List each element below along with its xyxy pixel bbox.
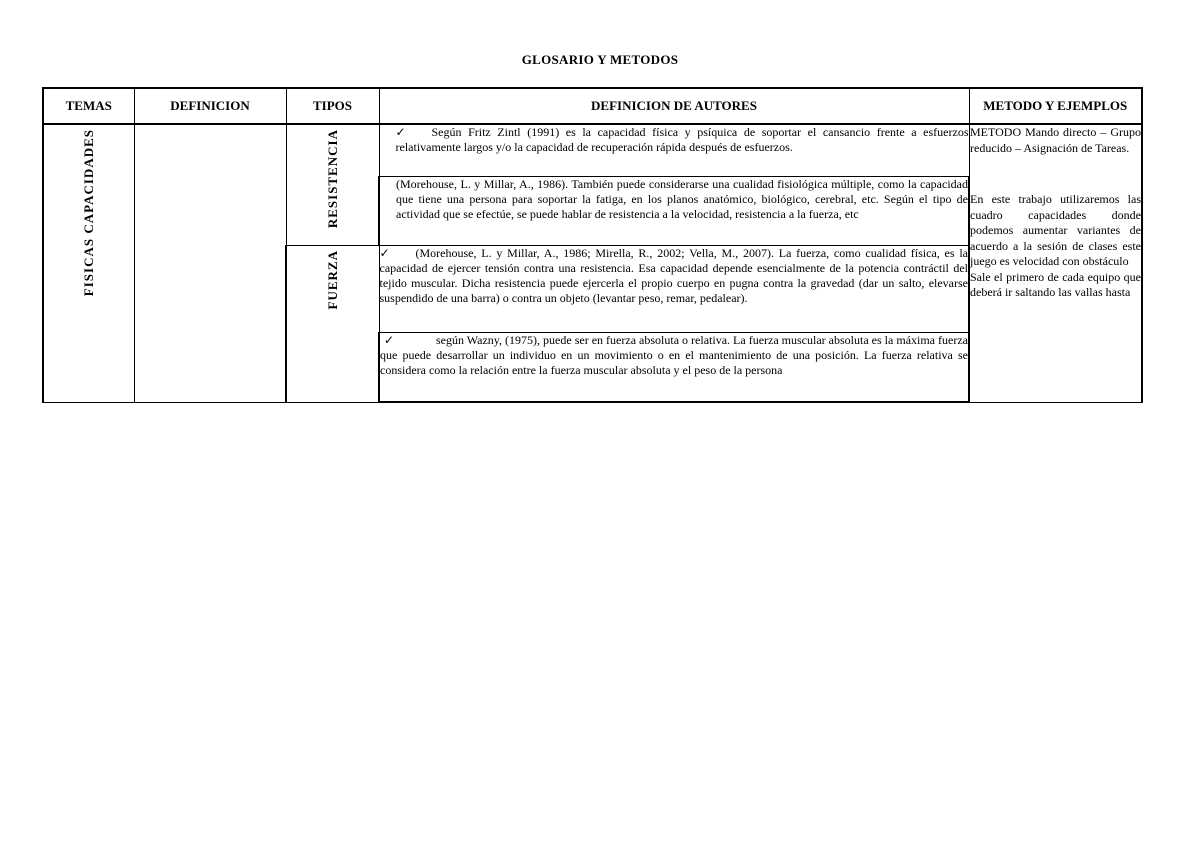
check-icon: ✓ xyxy=(384,333,395,347)
autor-fuerza-2-text: según Wazny, (1975), puede ser en fuerza absoluta o relativa. La fuerza muscular absoluta es la máxima fuerza que puede desarrollar un individuo en un movimiento o en el mantenimiento de una posición. La fuerza relativa se considera como la relación entre la fuerza muscular absoluta y el peso de la persona xyxy=(380,333,968,377)
table-row xyxy=(43,124,1142,177)
autor-resistencia-1-text: Según Fritz Zintl (1991) es la capacidad física y psíquica de soportar el cansancio frente a esfuerzos relativamente largos y/o la capacidad de recuperación rápida después de esfuerzos. xyxy=(395,125,969,154)
metodo-p3: Sale el primero de cada equipo que deberá ir saltando las vallas hasta xyxy=(970,269,1141,299)
page-title: GLOSARIO Y METODOS xyxy=(521,52,679,67)
tipo-resistencia-label: RESISTENCIA xyxy=(324,129,340,229)
autor-fuerza-2 xyxy=(379,333,969,403)
tema-cell xyxy=(43,124,134,402)
tipo-fuerza-label: FUERZA xyxy=(325,250,340,310)
header-metodo: METODO Y EJEMPLOS xyxy=(969,88,1142,124)
header-autores: DEFINICION DE AUTORES xyxy=(379,88,969,124)
header-temas: TEMAS xyxy=(43,88,134,124)
header-definicion: DEFINICION xyxy=(134,88,286,124)
header-tipos: TIPOS xyxy=(286,88,379,124)
definicion-cell xyxy=(134,124,286,402)
tipo-fuerza-cell xyxy=(286,246,379,403)
glossary-table xyxy=(42,87,1143,403)
check-icon: ✓ xyxy=(395,125,406,139)
header-row xyxy=(43,88,1142,124)
metodo-p2: En este trabajo utilizaremos las cuadro capacidades donde podemos aumentar variantes de acuerdo a la sesión de clases este juego es velocidad con obstáculo xyxy=(970,192,1141,268)
autor-fuerza-1 xyxy=(379,246,969,333)
autor-fuerza-1-text: (Morehouse, L. y Millar, A., 1986; Mirella, R., 2002; Vella, M., 2007). La fuerza, como cualidad física, es la capacidad de ejercer tensión contra una resistencia. Esa capacidad depende esencialmente de la potencia contráctil del tejido muscular. Dicha resistencia puede ejercerla el propio cuerpo en pugna contra la gravedad (dar un salto, elevarse suspendido de una barra) o contra un objeto (levantar peso, remar, pedalear). xyxy=(379,246,968,305)
autor-resistencia-2-text: (Morehouse, L. y Millar, A., 1986). También puede considerarse una cualidad fisiológica múltiple, como la capacidad que tiene una persona para soportar la fatiga, en los planos anatómico, biológico, cerebral, etc. Según el tipo de actividad que se efectúe, se puede hablar de resistencia a la velocidad, resistencia a la fuerza, etc xyxy=(396,177,968,221)
metodo-cell xyxy=(969,124,1142,402)
metodo-p1: METODO Mando directo – Grupo reducido – Asignación de Tareas. xyxy=(970,125,1141,155)
autor-resistencia-1 xyxy=(379,124,969,177)
autor-resistencia-2 xyxy=(379,177,969,246)
tema-label: FISICAS CAPACIDADES xyxy=(81,129,97,297)
check-icon: ✓ xyxy=(379,246,390,260)
tipo-resistencia-cell xyxy=(286,124,379,246)
